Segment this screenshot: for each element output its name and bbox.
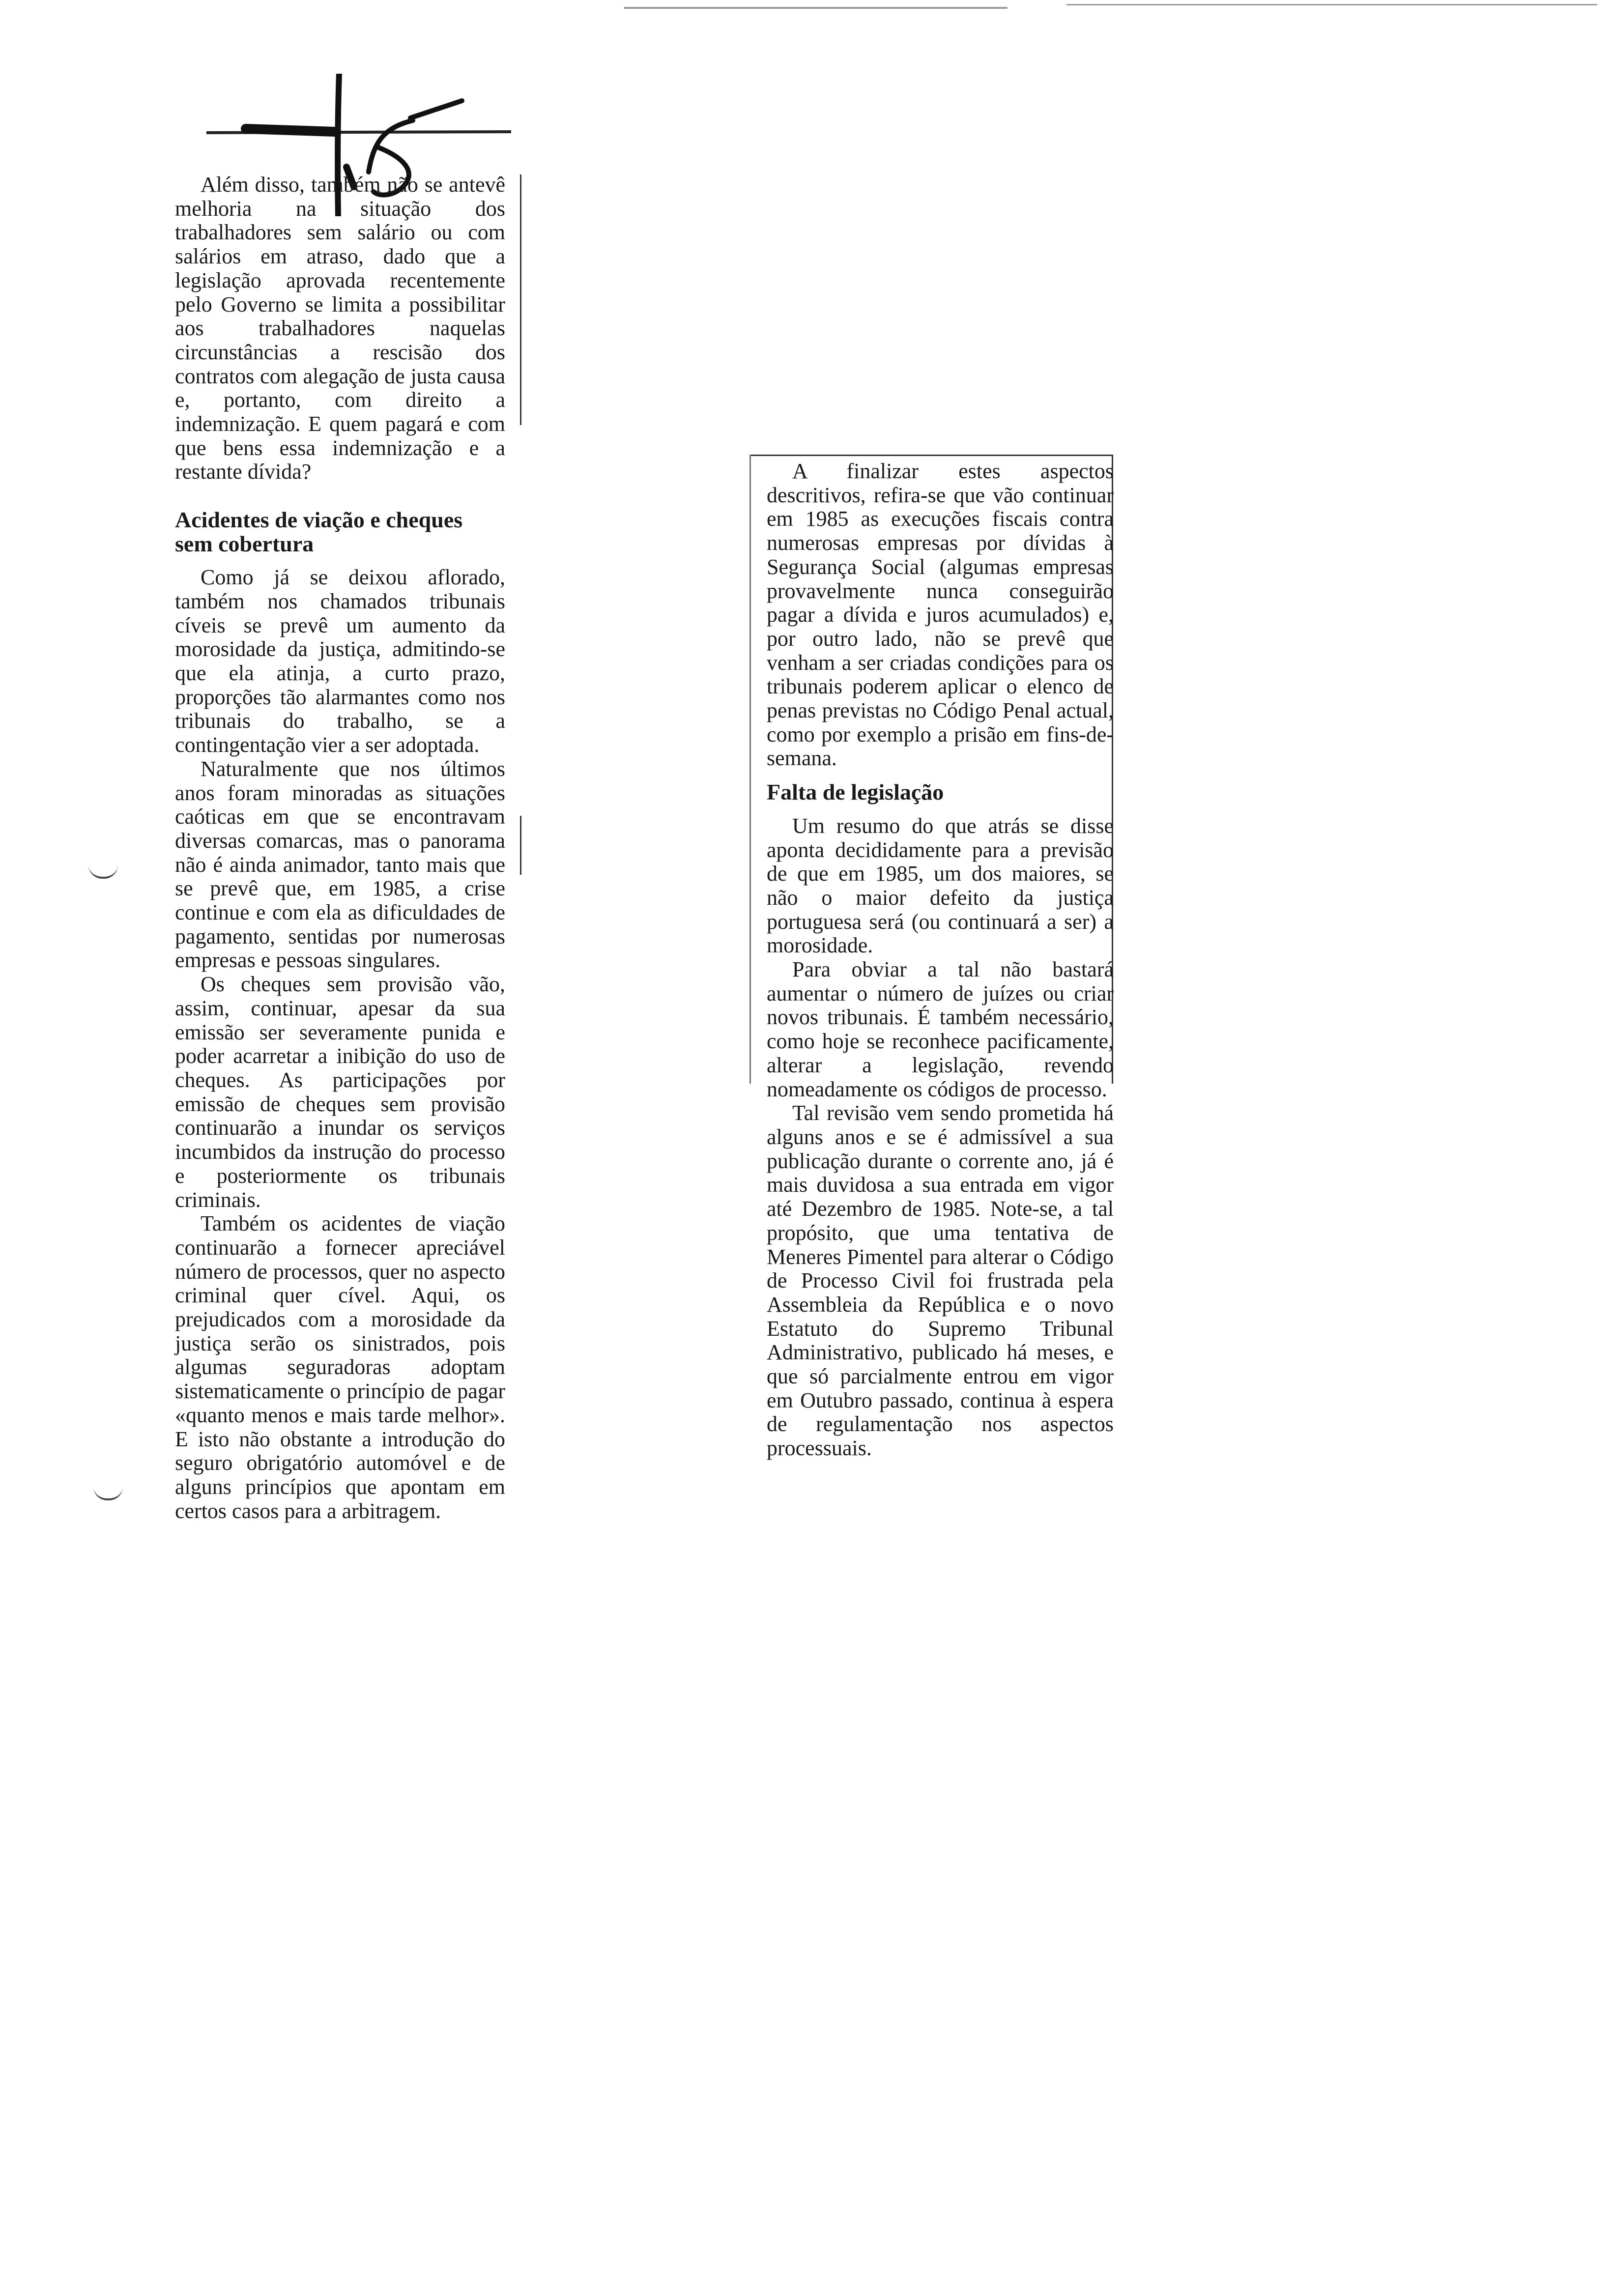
column-border [520,174,521,425]
paragraph: Um resumo do que atrás se disse aponta decididamente para a previsão de que em 1985, um dos maiores, se não o maior defeito da justiça portuguesa será (ou continuará a ser) a morosidade. [767,813,1114,958]
paragraph: A finalizar estes aspectos descritivos, refira-se que vão continuar em 1985 as execuções fiscais contra numerosas empresas por dívidas à Segurança Social (algumas empresas provavelmente nunca conseguirão pagar a dívida e juros acumulados) e, por outro lado, não se prevê que venham a ser criadas condições para os tribunais poderem aplicar o elenco de penas previstas no Código Penal actual, como por exemplo a prisão em fins-de-semana. [767,459,1114,771]
clipping-frame-top [749,455,1113,456]
section-heading: Acidentes de viação e cheques sem cobertura [175,507,463,556]
scan-edge-line [1066,4,1597,5]
paragraph: Além disso, também não se antevê melhoria na situação dos trabalhadores sem salário ou com salários em atraso, dado que a legislação aprovada recentemente pelo Governo se limita a possibilitar aos trabalhadores naquelas circunstâncias a rescisão dos contratos com alegação de justa causa e, portanto, com direito a indemnização. E quem pagará e com que bens essa indemnização e a restante dívida? [175,172,505,484]
clipping-frame-left [749,455,751,1084]
column-border [520,816,521,875]
paragraph: Os cheques sem provisão vão, assim, continuar, apesar da sua emissão ser severamente punida e poder acarretar a inibição do uso de cheques. As participações por emissão de cheques sem provisão continuarão a inundar os serviços incumbidos da instrução do processo e posteriormente os tribunais criminais. [175,972,505,1212]
paragraph: Para obviar a tal não bastará aumentar o número de juízes ou criar novos tribunais. É também necessário, como hoje se reconhece pacificamente, alterar a legislação, revendo nomeadamente os códigos de processo. [767,957,1114,1101]
article-column-left [175,173,505,1523]
article-column-right [767,459,1114,1461]
scan-crease-mark [88,865,118,879]
paragraph: Tal revisão vem sendo prometida há alguns anos e se é admissível a sua publicação durante o corrente ano, já é mais duvidosa a sua entrada em vigor até Dezembro de 1985. Note-se, a tal propósito, que uma tentativa de Meneres Pimentel para alterar o Código de Processo Civil foi frustrada pela Assembleia da República e o novo Estatuto do Supremo Tribunal Administrativo, publicado há meses, e que só parcialmente entrou em vigor em Outubro passado, continua à espera de regulamentação nos aspectos processuais. [767,1101,1114,1461]
paragraph: Naturalmente que nos últimos anos foram minoradas as situações caóticas em que se encontravam diversas comarcas, mas o panorama não é ainda animador, tanto mais que se prevê que, em 1985, a crise continue e com ela as dificuldades de pagamento, sentidas por numerosas empresas e pessoas singulares. [175,756,505,973]
scan-edge-line [624,7,1008,9]
paragraph: Como já se deixou aflorado, também nos chamados tribunais cíveis se prevê um aumento da morosidade da justiça, admitindo-se que ela atinja, a curto prazo, proporções tão alarmantes como nos tribunais do trabalho, se a contingentação vier a ser adoptada. [175,565,505,757]
scan-crease-mark [93,1487,123,1500]
paragraph: Também os acidentes de viação continuarão a fornecer apreciável número de processos, quer no aspecto criminal quer cível. Aqui, os prejudicados com a morosidade da justiça serão os sinistrados, pois algumas seguradoras adoptam sistematicamente o princípio de pagar «quanto menos e mais tarde melhor». E isto não obstante a introdução do seguro obrigatório automóvel e de alguns princípios que apontam em certos casos para a arbitragem. [175,1211,505,1523]
section-heading: Falta de legislação [767,779,944,805]
